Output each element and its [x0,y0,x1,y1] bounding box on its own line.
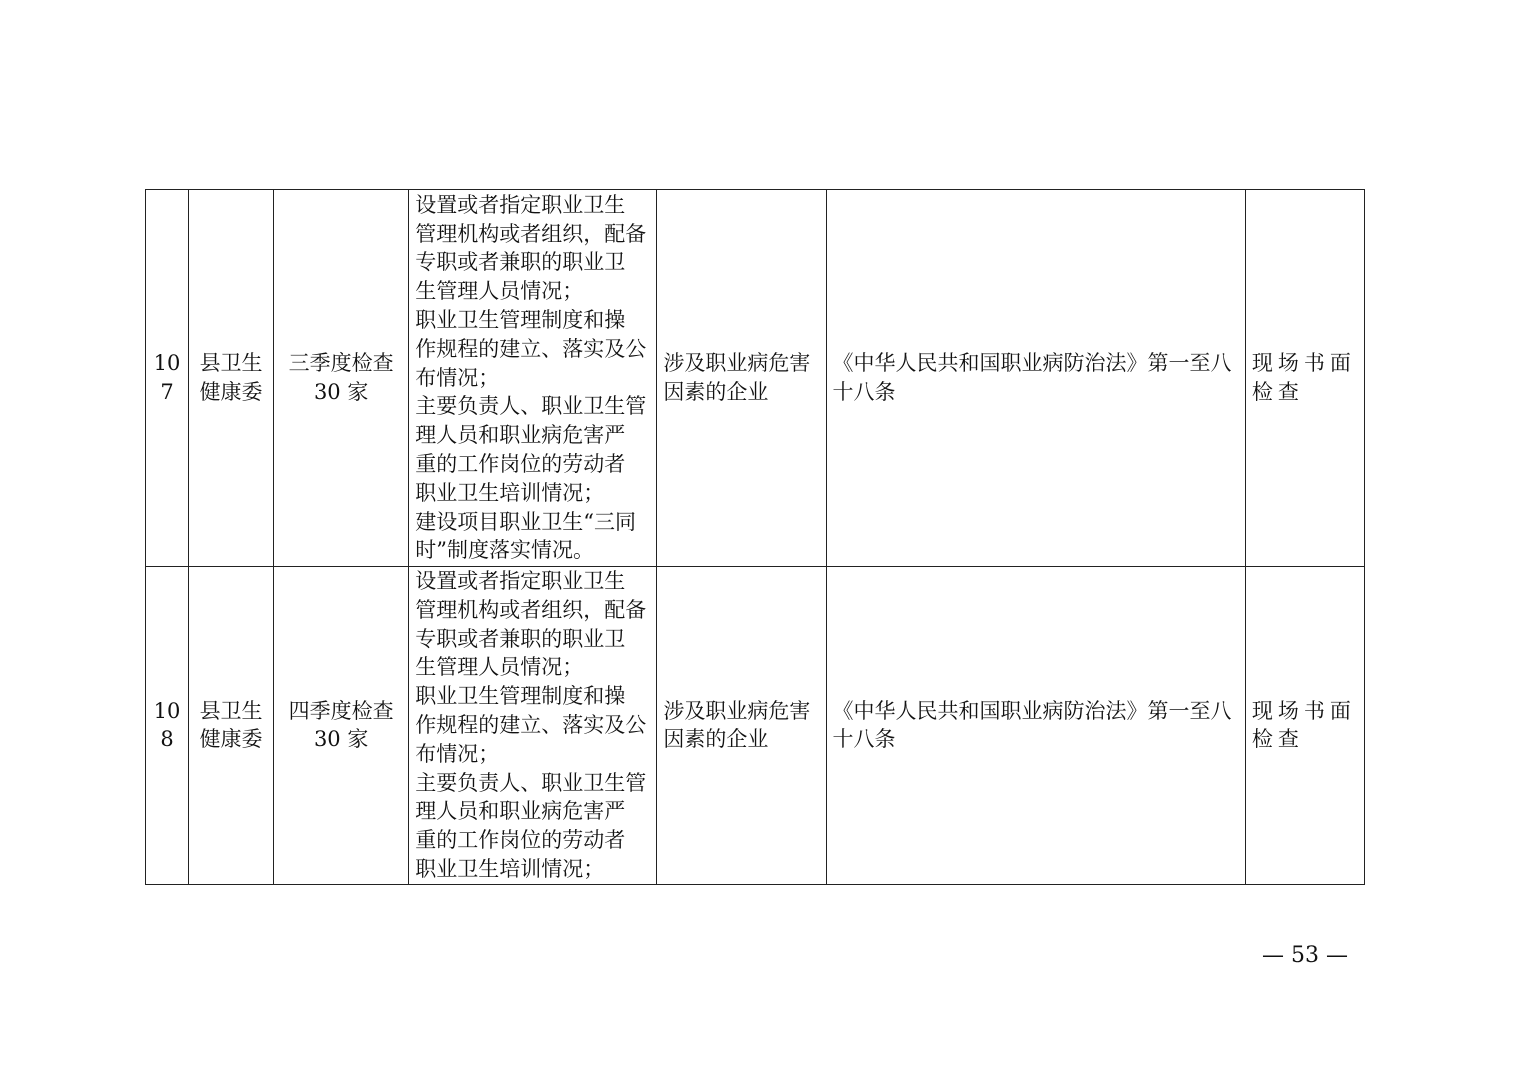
table-row [146,190,1365,567]
content-line: 重的工作岗位的劳动者 [415,828,626,853]
method-line: 检查 [1251,727,1304,752]
inspection-table [145,189,1365,885]
content-line: 作规程的建立、落实及公 [415,712,647,737]
content-line: 布情况； [415,741,500,766]
legal-basis-line: 《中华人民共和国职业病防治法》第一至八 [832,351,1232,376]
table-row [146,567,1365,885]
target-line: 因素的企业 [663,727,769,752]
legal-basis-line: 十八条 [832,727,896,752]
target-line: 涉及职业病危害 [663,351,811,376]
content-line: 主要负责人、职业卫生管 [415,394,647,419]
frequency-cell [274,567,409,885]
legal-basis-line: 《中华人民共和国职业病防治法》第一至八 [832,698,1232,723]
method-line: 现场书面 [1251,351,1356,376]
method-line: 现场书面 [1251,698,1356,723]
content-line: 理人员和职业病危害严 [415,799,626,824]
content-line: 设置或者指定职业卫生 [415,569,626,593]
content-line: 理人员和职业病危害严 [415,423,626,448]
department-line: 健康委 [199,380,263,404]
frequency-line: 30 家 [313,380,369,404]
target-line: 涉及职业病危害 [663,698,811,723]
content-line: 主要负责人、职业卫生管 [415,770,647,795]
row-number: 107 [153,351,181,404]
legal-basis-line: 十八条 [832,380,896,404]
frequency-line: 三季度检查 [288,351,394,376]
target-cell [657,190,826,567]
content-line: 生管理人员情况； [415,655,584,680]
content-line: 职业卫生培训情况； [415,856,605,881]
target-line: 因素的企业 [663,380,769,404]
content-cell [409,567,657,885]
content-line: 重的工作岗位的劳动者 [415,451,626,476]
department-line: 健康委 [199,727,263,752]
legal-basis-cell [826,190,1245,567]
row-number-cell [146,567,189,885]
content-line: 专职或者兼职的职业卫 [415,626,626,651]
content-line: 专职或者兼职的职业卫 [415,250,626,275]
department-cell [189,190,274,567]
content-line: 管理机构或者组织，配备 [415,221,647,246]
content-line: 职业卫生培训情况； [415,480,605,505]
content-line: 管理机构或者组织，配备 [415,597,647,622]
frequency-line: 四季度检查 [288,698,394,723]
content-cell [409,190,657,567]
method-cell [1245,190,1364,567]
department-line: 县卫生 [199,698,263,723]
content-line: 布情况； [415,365,500,390]
content-line: 建设项目职业卫生“三同 [415,509,636,534]
content-line: 职业卫生管理制度和操 [415,308,626,332]
target-cell [657,567,826,885]
method-line: 检查 [1251,380,1304,404]
row-number: 108 [153,698,181,752]
content-line: 生管理人员情况； [415,279,584,304]
frequency-cell [274,190,409,567]
department-line: 县卫生 [199,351,263,376]
frequency-line: 30 家 [313,727,369,752]
row-number-cell [146,190,189,567]
content-line: 时”制度落实情况。 [415,538,594,563]
content-line: 设置或者指定职业卫生 [415,192,626,217]
content-line: 作规程的建立、落实及公 [415,336,647,361]
method-cell [1245,567,1364,885]
legal-basis-cell [826,567,1245,885]
content-line: 职业卫生管理制度和操 [415,684,626,709]
department-cell [189,567,274,885]
page-number: — 53 — [1262,943,1348,968]
